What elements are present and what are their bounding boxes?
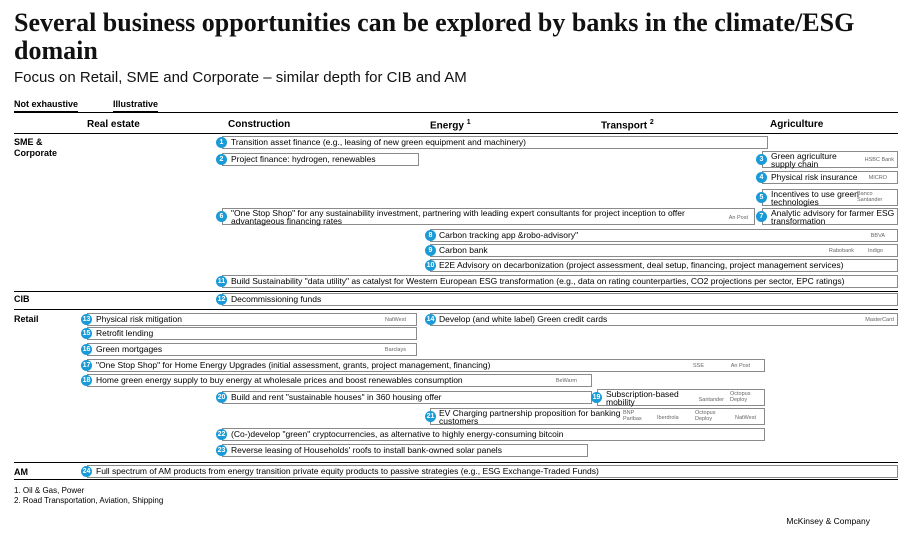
opportunity-19 <box>597 389 765 406</box>
badge-6: 6 <box>216 211 227 222</box>
partner-logo-bewarm: BeWarm <box>555 378 577 384</box>
badge-18: 18 <box>82 377 91 384</box>
badge-5: 5 <box>756 192 767 203</box>
partner-logo-indigo: Indigo <box>868 248 883 254</box>
section-divider-am <box>14 462 898 463</box>
opportunity-21 <box>430 408 765 425</box>
column-header-transport-label: Transport <box>601 120 648 132</box>
brand-mark: McKinsey & Company <box>786 516 870 526</box>
badge-7: 7 <box>756 211 767 222</box>
opportunity-13 <box>87 313 417 326</box>
partner-logo-natwest: NatWest <box>385 317 406 323</box>
partner-logo-mastercard: MasterCard <box>865 317 894 323</box>
footnote-2: 2. Road Transportation, Aviation, Shipping <box>14 496 164 505</box>
opportunity-3 <box>762 151 898 168</box>
partner-logo-micro: MICRO <box>868 175 887 181</box>
opportunity-13-text: Physical risk mitigation <box>96 314 182 324</box>
footnote-1: 1. Oil & Gas, Power <box>14 486 85 495</box>
opportunity-18 <box>87 374 592 387</box>
badge-13: 13 <box>82 316 91 323</box>
partner-logo-santander-2: Santander <box>698 397 724 403</box>
opportunity-5-text: Incentives to use green technologies <box>771 189 859 207</box>
partner-logo-bbva: BBVA <box>870 233 885 239</box>
opportunity-6 <box>222 208 755 225</box>
opportunity-4-text: Physical risk insurance <box>771 172 858 182</box>
opportunity-2-text: Project finance: hydrogen, renewables <box>231 154 376 164</box>
opportunity-15 <box>87 327 417 340</box>
table-bottom-rule <box>14 479 898 480</box>
opportunity-5 <box>762 189 898 206</box>
badge-23: 23 <box>217 447 226 454</box>
header-bottom-rule <box>14 133 898 134</box>
opportunity-8-text: Carbon tracking app &robo-advisory" <box>439 230 579 240</box>
partner-logo-hsbc: HSBC Bank <box>864 157 894 163</box>
opportunity-14-text: Develop (and white label) Green credit cards <box>439 314 608 324</box>
opportunity-22-text: (Co-)develop "green" cryptocurrencies, as alternative to highly energy-consuming bitcoin <box>231 429 564 439</box>
opportunity-24 <box>87 465 898 478</box>
column-header-energy <box>430 119 471 131</box>
opportunity-20-text: Build and rent "sustainable houses" in 360 housing offer <box>231 392 442 402</box>
badge-20: 20 <box>217 394 226 401</box>
partner-logo-octopus: Octopus Deploy <box>730 391 751 403</box>
badge-4: 4 <box>756 172 767 183</box>
badge-14: 14 <box>426 316 435 323</box>
badge-16: 16 <box>82 346 91 353</box>
opportunity-2 <box>222 153 419 166</box>
opportunity-7-text: Analytic advisory for farmer ESG transformation <box>771 208 895 226</box>
footnote-ref-1: 1 <box>466 119 471 126</box>
partner-logo-iberdrola: Iberdrola <box>657 415 679 421</box>
opportunity-1 <box>222 136 768 149</box>
partner-logo-bnp: BNP Paribas <box>623 410 642 422</box>
column-header-transport <box>601 119 654 131</box>
partner-logo-santander: Banco Santander <box>857 191 883 203</box>
badge-2: 2 <box>216 154 227 165</box>
partner-logo-natwest-2: NatWest <box>735 415 756 421</box>
section-cib: CIB <box>14 294 30 304</box>
opportunity-19-text: Subscription-based mobility <box>606 389 679 407</box>
badge-24: 24 <box>82 468 91 475</box>
partner-logo-barclays: Barclays <box>384 347 406 353</box>
footnote-ref-2: 2 <box>649 119 654 126</box>
opportunity-17-text: "One Stop Shop" for Home Energy Upgrades (initial assessment, grants, project management, financing) <box>96 360 491 370</box>
partner-logo-octopus-2: Octopus Deploy <box>695 410 716 422</box>
badge-10: 10 <box>426 262 435 269</box>
partner-logo-an-post-2: An Post <box>730 363 750 369</box>
opportunity-3-text: Green agriculture supply chain <box>771 151 837 169</box>
opportunity-12-text: Decommissioning funds <box>231 294 322 304</box>
section-am: AM <box>14 467 28 477</box>
opportunity-10-text: E2E Advisory on decarbonization (project assessment, deal setup, financing, project management services) <box>439 260 844 270</box>
opportunity-11 <box>222 275 898 288</box>
opportunity-7 <box>762 208 898 225</box>
opportunity-1-text: Transition asset finance (e.g., leasing of new green equipment and machinery) <box>231 137 526 147</box>
opportunity-8 <box>430 229 898 242</box>
badge-11: 11 <box>217 278 226 285</box>
illustrative-tag: Illustrative <box>113 99 158 112</box>
header-top-rule <box>14 112 898 113</box>
partner-logo-an-post: An Post <box>728 215 748 221</box>
opportunity-16 <box>87 343 417 356</box>
opportunity-22 <box>222 428 765 441</box>
opportunity-24-text: Full spectrum of AM products from energy transition private equity products to passive strategies (e.g., ESG Exchange-Traded Funds) <box>96 466 599 476</box>
badge-19: 19 <box>592 394 601 401</box>
opportunity-16-text: Green mortgages <box>96 344 163 354</box>
opportunity-9-text: Carbon bank <box>439 245 488 255</box>
badge-1: 1 <box>216 137 227 148</box>
opportunity-11-text: Build Sustainability "data utility" as catalyst for Western European ESG transformation (e.g., data on rating counterparties, CO2 projections per sector, EPC ratings) <box>231 276 845 286</box>
column-header-agriculture: Agriculture <box>770 119 824 130</box>
opportunity-17 <box>87 359 765 372</box>
opportunity-10 <box>430 259 898 272</box>
opportunity-21-text: EV Charging partnership proposition for banking customers <box>439 408 621 426</box>
opportunity-4 <box>762 171 898 184</box>
page-title: Several business opportunities can be explored by banks in the climate/ESG domain <box>14 8 855 65</box>
badge-8: 8 <box>425 230 436 241</box>
opportunity-20 <box>222 391 592 404</box>
badge-17: 17 <box>82 362 91 369</box>
page-subtitle: Focus on Retail, SME and Corporate – similar depth for CIB and AM <box>14 69 467 86</box>
badge-12: 12 <box>217 296 226 303</box>
opportunity-23 <box>222 444 588 457</box>
section-divider-retail <box>14 309 898 310</box>
badge-9: 9 <box>425 245 436 256</box>
section-sme-corporate: SME & Corporate <box>14 137 58 158</box>
section-retail: Retail <box>14 314 39 324</box>
badge-22: 22 <box>217 431 226 438</box>
partner-logo-sse: SSE <box>692 363 704 369</box>
opportunity-12 <box>222 293 898 306</box>
section-divider-cib <box>14 291 898 292</box>
opportunity-18-text: Home green energy supply to buy energy at wholesale prices and boost renewables consumption <box>96 375 463 385</box>
badge-3: 3 <box>756 154 767 165</box>
partner-logo-rabobank: Rabobank <box>828 248 854 254</box>
opportunity-14 <box>430 313 898 326</box>
opportunity-15-text: Retrofit lending <box>96 328 154 338</box>
not-exhaustive-tag: Not exhaustive <box>14 99 78 112</box>
opportunity-23-text: Reverse leasing of Households' roofs to install bank-owned solar panels <box>231 445 502 455</box>
badge-15: 15 <box>82 330 91 337</box>
opportunity-9 <box>430 244 898 257</box>
opportunity-6-text: "One Stop Shop" for any sustainability investment, partnering with leading expert consultants for project inception to offer advantageous financing rates <box>231 208 685 226</box>
badge-21: 21 <box>426 413 435 420</box>
column-header-real-estate: Real estate <box>87 119 140 130</box>
column-header-energy-label: Energy <box>430 120 464 132</box>
column-header-construction: Construction <box>228 119 291 130</box>
